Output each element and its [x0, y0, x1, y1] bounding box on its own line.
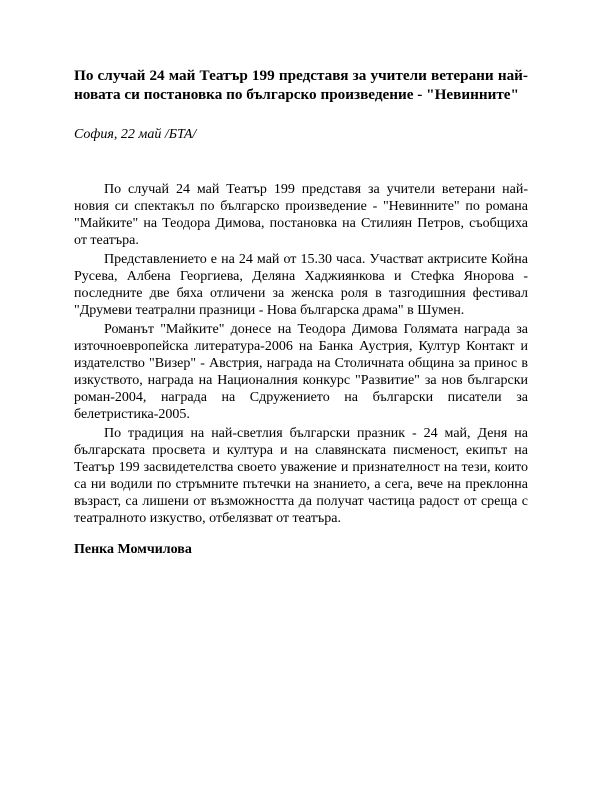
article-paragraph: По случай 24 май Театър 199 представя за учители ветерани най-новия си спектакъл по българско произведение - "Невинните" по романа "Майките" на Теодора Димова, постановка на Стилиян Петров, съобщиха от театъра. — [74, 182, 528, 248]
article-headline: По случай 24 май Театър 199 представя за учители ветерани най-новата си постановка по българско произведение - "Невинните" — [74, 67, 528, 103]
article — [74, 66, 528, 559]
article-dateline: София, 22 май /БТА/ — [74, 127, 197, 142]
article-author: Пенка Момчилова — [74, 542, 192, 557]
article-body — [74, 181, 528, 527]
article-paragraph: По традиция на най-светлия български празник - 24 май, Деня на българската просвета и култура и на славянската писменост, екипът на Театър 199 засвидетелства своето уважение и признателност на тези, които са ни водили по стръмните пътечки на знанието, а сега, вече на преклонна възраст, са лишени от възможността да получат частица радост от среща с театралното изкуство, отбелязват от театъра. — [74, 426, 528, 526]
article-paragraph: Представлението е на 24 май от 15.30 часа. Участват актрисите Койна Русева, Албена Георгиева, Деляна Хаджиянкова и Стефка Янорова - последните две бяха отличени за женска роля в тазгодишния фестивал "Друмеви театрални празници - Нова българска драма" в Шумен. — [74, 252, 528, 318]
article-paragraph: Романът "Майките" донесе на Теодора Димова Голямата награда за източноевропейска литература-2006 на Банка Аустрия, Култур Контакт и издателство "Визер" - Австрия, награда на Столичната община за принос в изкуството, награда на Националния конкурс "Развитие" за нов български роман-2004, награда на Сдружението на български писатели за белетристика-2005. — [74, 322, 528, 422]
